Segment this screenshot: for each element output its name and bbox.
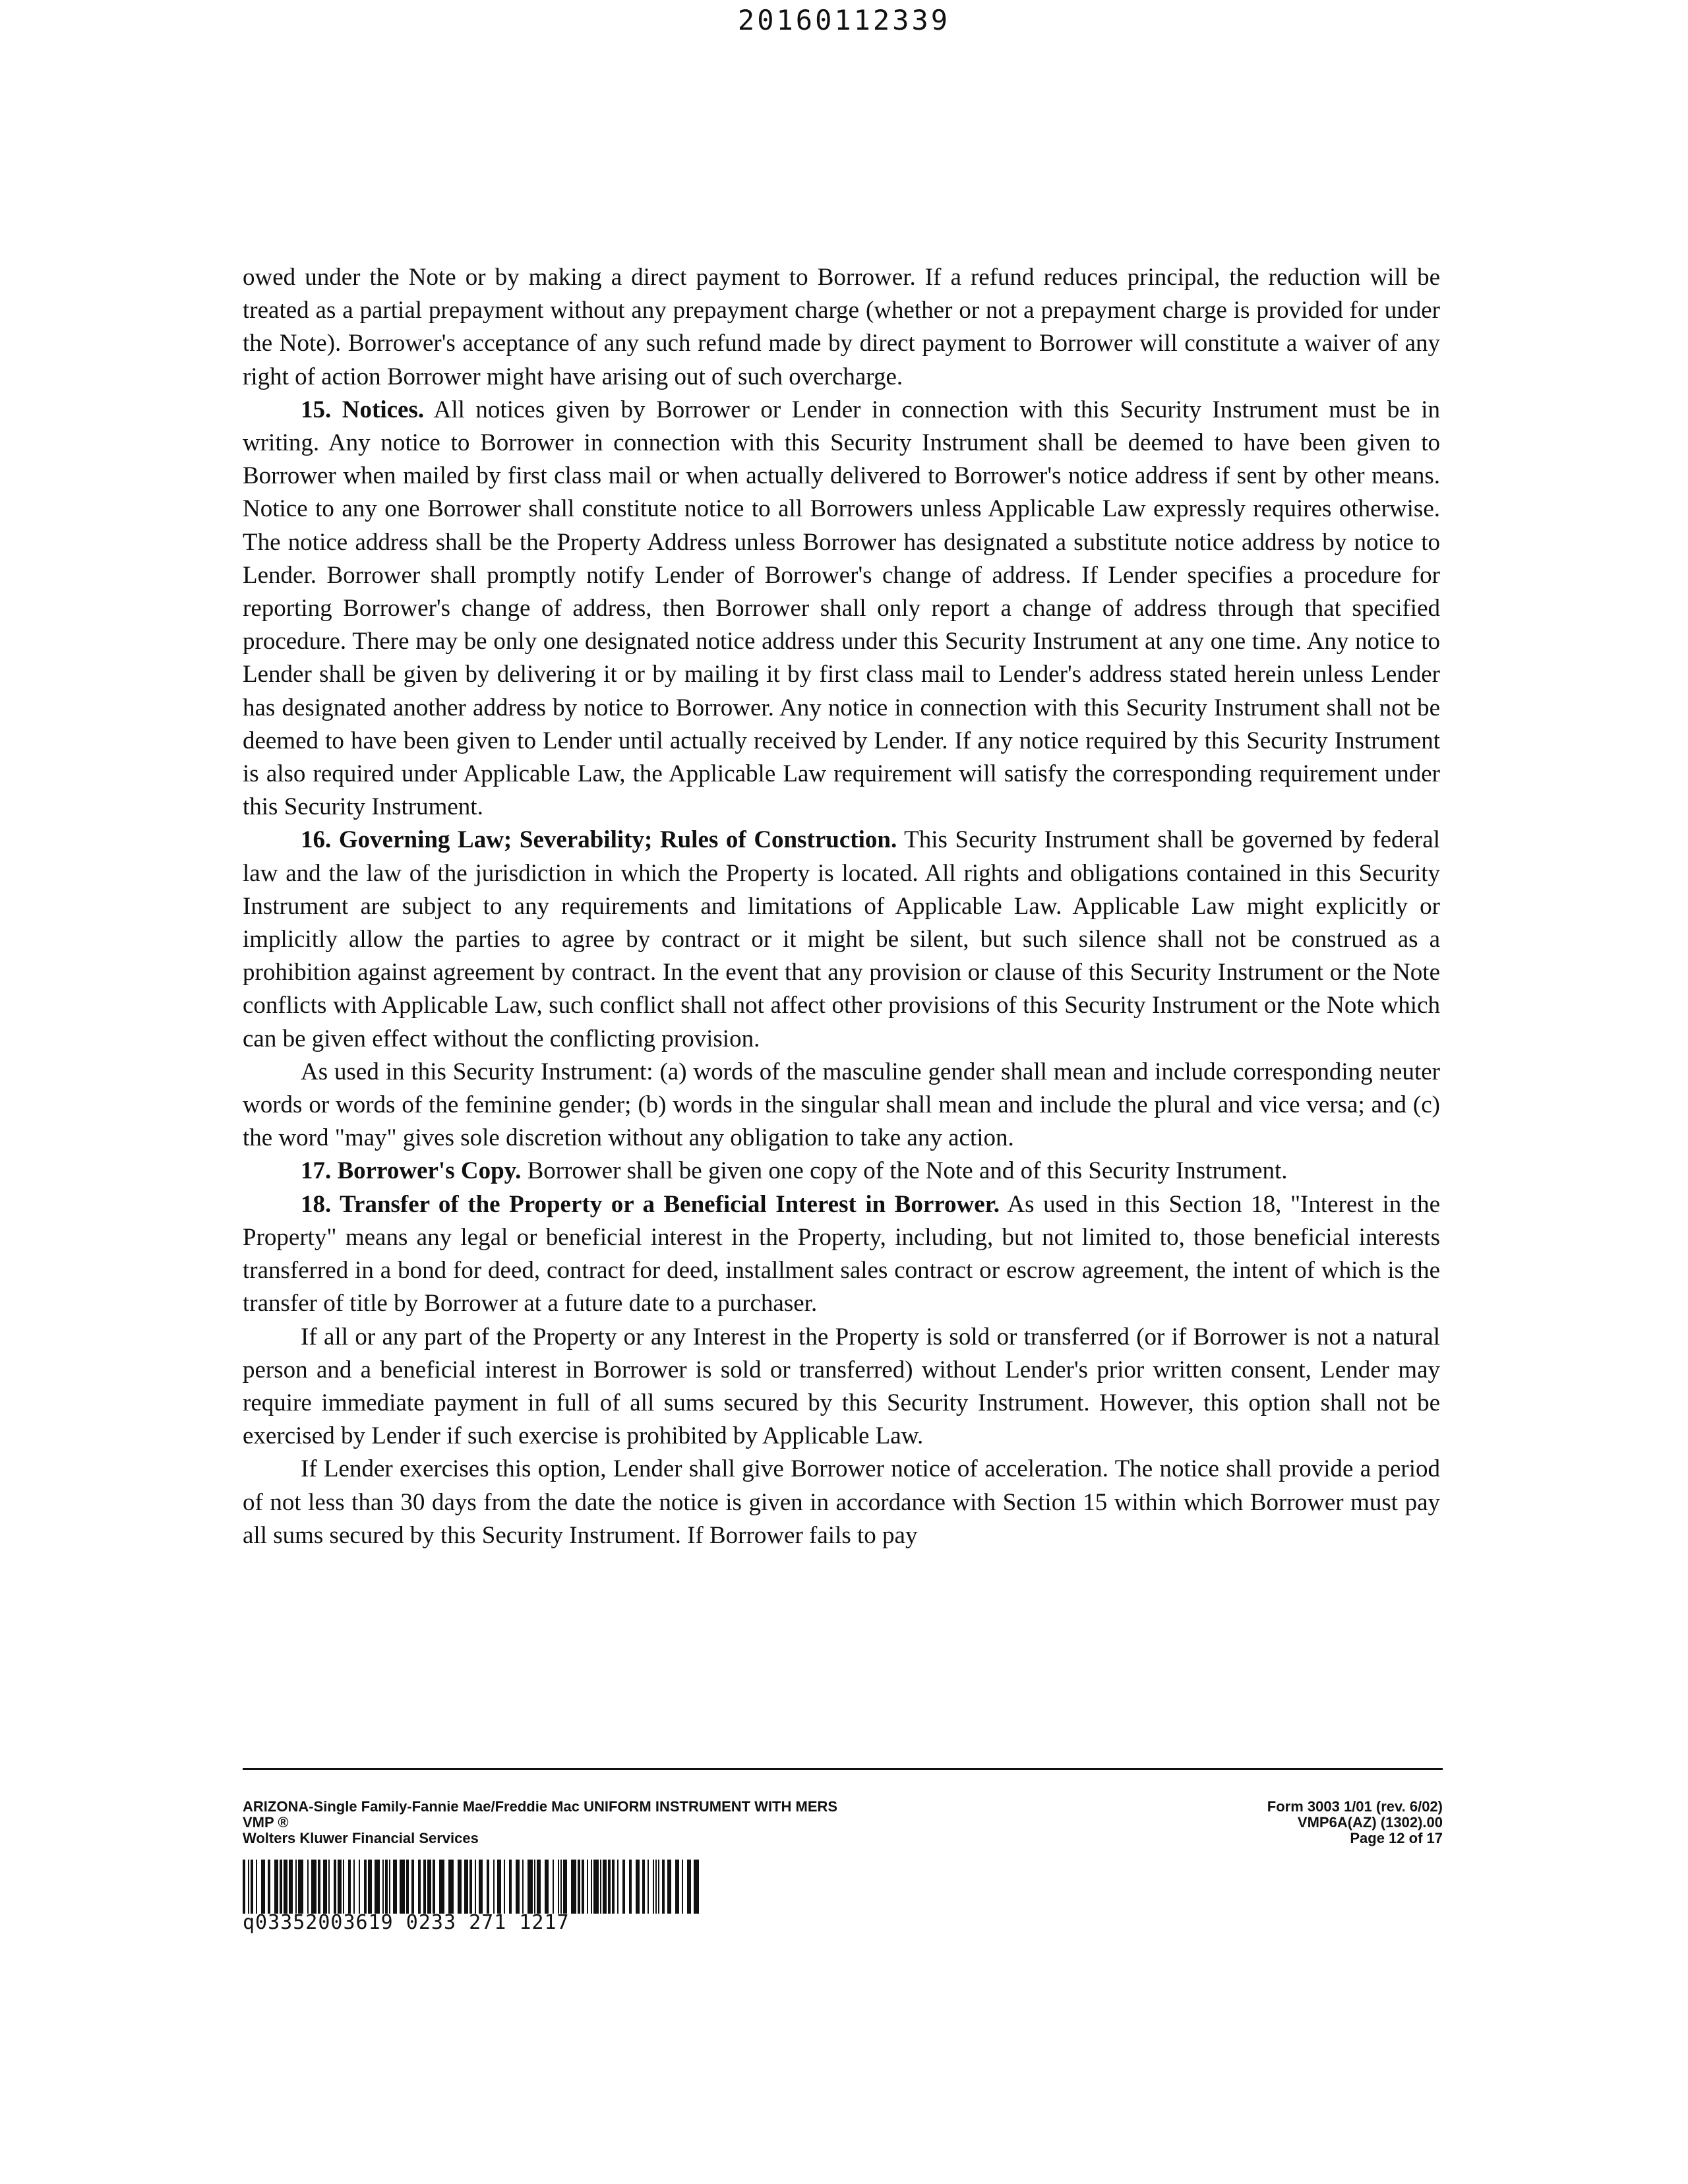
barcode-bar [318, 1860, 320, 1914]
barcode-bar [289, 1860, 293, 1914]
barcode-bar [479, 1860, 483, 1914]
barcode-bar [464, 1860, 468, 1914]
barcode-bar [368, 1860, 372, 1914]
barcode-bar [385, 1860, 388, 1914]
section-18-heading: 18. Transfer of the Property or a Beneficial Interest in Borrower. [301, 1190, 1000, 1218]
barcode-bar [359, 1860, 360, 1914]
recording-number: 20160112339 [737, 4, 951, 36]
section-17-borrowers-copy [243, 1155, 1440, 1188]
barcode-bar [648, 1860, 649, 1914]
barcode-bar [622, 1860, 625, 1914]
paragraph-refund-continuation: owed under the Note or by making a direct payment to Borrower. If a refund reduces principal, the reduction will be treated as a partial prepayment without any prepayment charge (whether or not a prepayment charge is provided for under the Note). Borrower's acceptance of any such refund made by direct payment to Borrower will constitute a waiver of any right of action Borrower might have arising out of such overcharge. [243, 264, 1440, 390]
barcode-bar [382, 1860, 384, 1914]
barcode-bar [243, 1860, 245, 1914]
barcode-bar [655, 1860, 657, 1914]
barcode-bar [427, 1860, 431, 1914]
section-18-transfer [243, 1188, 1440, 1321]
barcode-bar [248, 1860, 249, 1914]
footer-form-info [243, 1799, 837, 1846]
barcode-bar [612, 1860, 615, 1914]
barcode-bar [334, 1860, 336, 1914]
barcode-bar [348, 1860, 351, 1914]
barcode-bar [629, 1860, 632, 1914]
footer-publisher: Wolters Kluwer Financial Services [243, 1830, 479, 1846]
section-18-paragraph-3: If Lender exercises this option, Lender shall give Borrower notice of acceleration. The notice shall provide a period of not less than 30 days from the date the notice is given in accordance with Section 15 within which Borrower must pay all sums secured by this Security Instrument. If Borrower fails to pay [243, 1455, 1440, 1549]
barcode-bar [487, 1860, 489, 1914]
barcode-bar [375, 1860, 380, 1914]
barcode-number: q03352003619 0233 271 1217 [243, 1911, 570, 1934]
barcode-bar [563, 1860, 567, 1914]
barcode-bar [509, 1860, 512, 1914]
footer-divider [243, 1768, 1443, 1770]
barcode-bar [497, 1860, 501, 1914]
barcode-bar [545, 1860, 549, 1914]
barcode-bar [274, 1860, 278, 1914]
barcode-bar [682, 1860, 683, 1914]
footer-form-number [1267, 1799, 1443, 1846]
barcode-bar [603, 1860, 607, 1914]
section-15-text: All notices given by Borrower or Lender in connection with this Security Instrument must be in writing. Any notice to Borrower in connection with this Security Instrument shall be deemed to have been given to Borrower when mailed by first class mail or when actually delivered to Borrower's notice address if sent by other means. Notice to any one Borrower shall constitute notice to all Borrowers unless Applicable Law expressly requires otherwise. The notice address shall be the Property Address unless Borrower has designated a substitute notice address by notice to Lender. Borrower shall promptly notify Lender of Borrower's change of address. If Lender specifies a procedure for reporting Borrower's change of address, then Borrower shall only report a change of address through that specified procedure. There may be only one designated notice address under this Security Instrument at any one time. Any notice to Lender shall be given by delivering it or by mailing it by first class mail to Lender's address stated herein unless Lender has designated another address by notice to Borrower. Any notice in connection with this Security Instrument shall not be deemed to have been given to Lender until actually received by Lender. If any notice required by this Security Instrument is also required under Applicable Law, the Applicable Law requirement will satisfy the corresponding requirement under this Security Instrument. [243, 396, 1440, 821]
section-17-text: Borrower shall be given one copy of the Note and of this Security Instrument. [527, 1157, 1288, 1185]
barcode [243, 1860, 704, 1914]
barcode-bar [608, 1860, 611, 1914]
section-16-paragraph-2: As used in this Security Instrument: (a) words of the masculine gender shall mean and include corresponding neuter words or words of the feminine gender; (b) words in the singular shall mean and include the plural and vice versa; and (c) the word "may" gives sole discretion without any obligation to take any action. [243, 1058, 1440, 1152]
barcode-bar [433, 1860, 435, 1914]
barcode-bar [582, 1860, 584, 1914]
barcode-bar [658, 1860, 659, 1914]
barcode-bar [600, 1860, 601, 1914]
barcode-bar [284, 1860, 287, 1914]
footer-vmp-code: VMP6A(AZ) (1302).00 [1297, 1814, 1443, 1831]
barcode-bar [343, 1860, 344, 1914]
section-15-notices [243, 394, 1440, 824]
barcode-bar [364, 1860, 367, 1914]
barcode-bar [458, 1860, 462, 1914]
barcode-bar [516, 1860, 520, 1914]
barcode-bar [560, 1860, 562, 1914]
footer-page-number: Page 12 of 17 [1350, 1830, 1443, 1846]
barcode-bar [338, 1860, 342, 1914]
document-body [243, 261, 1440, 1552]
section-16-governing-law [243, 824, 1440, 1055]
barcode-bar [662, 1860, 665, 1914]
barcode-bar [587, 1860, 588, 1914]
barcode-bar [448, 1860, 454, 1914]
barcode-bar [528, 1860, 533, 1914]
barcode-bar [389, 1860, 390, 1914]
barcode-bar [256, 1860, 257, 1914]
barcode-bar [323, 1860, 327, 1914]
barcode-bar [328, 1860, 330, 1914]
barcode-bar [475, 1860, 476, 1914]
barcode-bar [418, 1860, 421, 1914]
barcode-bar [694, 1860, 699, 1914]
barcode-bar [311, 1860, 316, 1914]
footer-vmp-mark: VMP ® [243, 1814, 289, 1831]
barcode-bar [593, 1860, 599, 1914]
barcode-bar [295, 1860, 297, 1914]
barcode-bar [553, 1860, 554, 1914]
barcode-bar [423, 1860, 426, 1914]
barcode-bar [268, 1860, 270, 1914]
section-15-heading: 15. Notices. [301, 396, 425, 423]
barcode-bar [469, 1860, 472, 1914]
barcode-bar [667, 1860, 671, 1914]
barcode-bar [653, 1860, 654, 1914]
barcode-bar [393, 1860, 397, 1914]
barcode-bar [400, 1860, 405, 1914]
barcode-bar [571, 1860, 576, 1914]
barcode-bar [504, 1860, 505, 1914]
barcode-bar [307, 1860, 309, 1914]
barcode-bar [687, 1860, 691, 1914]
barcode-bar [298, 1860, 303, 1914]
section-18-paragraph-2: If all or any part of the Property or any Interest in the Property is sold or transferred (or if Borrower is not a natural person and a beneficial interest in Borrower is sold or transferred) without Lender's prior written consent, Lender may require immediate payment in full of all sums secured by this Security Instrument. However, this option shall not be exercised by Lender if such exercise is prohibited by Applicable Law. [243, 1323, 1440, 1450]
barcode-bar [353, 1860, 355, 1914]
barcode-bar [591, 1860, 592, 1914]
barcode-bar [558, 1860, 559, 1914]
barcode-bar [251, 1860, 253, 1914]
barcode-bar [261, 1860, 265, 1914]
barcode-bar [534, 1860, 535, 1914]
barcode-bar [439, 1860, 444, 1914]
barcode-bar [280, 1860, 282, 1914]
barcode-bar [636, 1860, 640, 1914]
section-17-heading: 17. Borrower's Copy. [301, 1157, 522, 1185]
barcode-bar [642, 1860, 645, 1914]
barcode-bar [406, 1860, 409, 1914]
barcode-bar [411, 1860, 414, 1914]
barcode-bar [537, 1860, 541, 1914]
barcode-bar [578, 1860, 580, 1914]
footer-form-title: ARIZONA-Single Family-Fannie Mae/Freddie Mac UNIFORM INSTRUMENT WITH MERS [243, 1798, 838, 1815]
footer-form-id: Form 3003 1/01 (rev. 6/02) [1267, 1798, 1443, 1815]
barcode-bar [617, 1860, 618, 1914]
section-16-text: This Security Instrument shall be governed by federal law and the law of the jurisdiction in which the Property is located. All rights and obligations contained in this Security Instrument are subject to any requirements and limitations of Applicable Law. Applicable Law might explicitly or implicitly allow the parties to agree by contract or it might be silent, but such silence shall not be construed as a prohibition against agreement by contract. In the event that any provision or clause of this Security Instrument or the Note conflicts with Applicable Law, such conflict shall not affect other provisions of this Security Instrument or the Note which can be given effect without the conflicting provision. [243, 826, 1440, 1052]
section-16-heading: 16. Governing Law; Severability; Rules of Construction. [301, 826, 897, 854]
barcode-bar [675, 1860, 679, 1914]
barcode-bar [493, 1860, 495, 1914]
barcode-bar [522, 1860, 524, 1914]
section-18-text: As used in this Section 18, "Interest in the Property" means any legal or beneficial interest in the Property, including, but not limited to, those beneficial interests transferred in a bond for deed, contract for deed, installment sales contract or escrow agreement, the intent of which is the transfer of title by Borrower at a future date to a purchaser. [243, 1190, 1440, 1318]
